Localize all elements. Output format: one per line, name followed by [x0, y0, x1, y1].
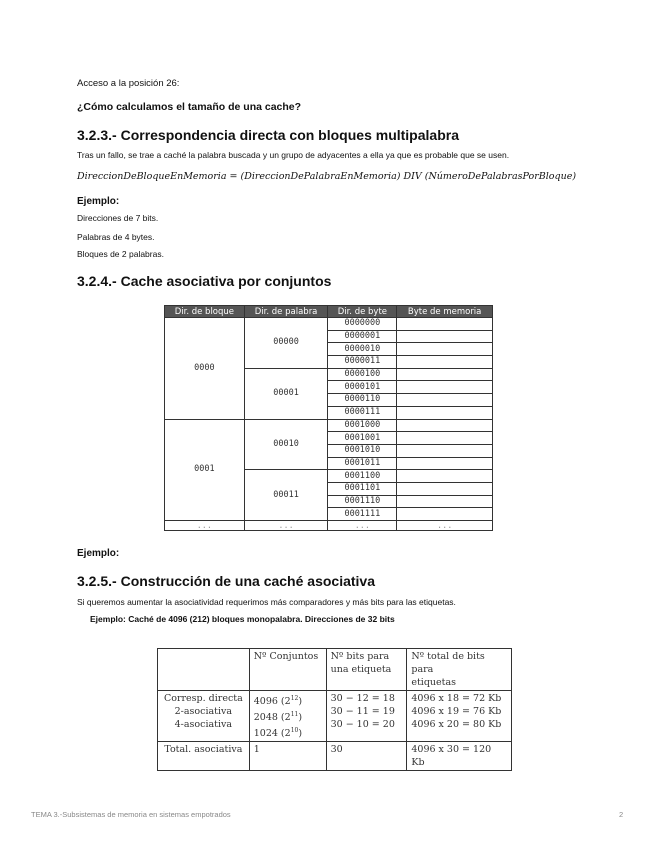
byte-cell: 0001111 [328, 508, 397, 521]
header-memory-byte: Byte de memoria [397, 306, 493, 318]
section-3-2-4-title: 3.2.4.- Cache asociativa por conjuntos [77, 273, 332, 289]
byte-cell: 0000110 [328, 394, 397, 407]
memory-cell [397, 330, 493, 343]
question-heading: ¿Cómo calculamos el tamaño de una cache? [77, 101, 302, 113]
sets-value: 1 [249, 742, 326, 771]
section-3-2-5-title: 3.2.5.- Construcción de una caché asociativa [77, 573, 375, 589]
row-label: Total. asociativa [158, 742, 250, 771]
byte-cell: 0001110 [328, 495, 397, 508]
byte-cell: 0000010 [328, 343, 397, 356]
memory-cell [397, 495, 493, 508]
memory-cell [397, 343, 493, 356]
row-label: Corresp. directa 2-asociativa 4-asociativa [158, 691, 250, 742]
header-tag-bits: Nº bits para una etiqueta [326, 649, 407, 691]
byte-cell: 0000100 [328, 368, 397, 381]
memory-cell [397, 368, 493, 381]
ellipsis-cell: ... [328, 521, 397, 531]
example-label-1: Ejemplo: [77, 196, 120, 207]
header-byte-address: Dir. de byte [328, 306, 397, 318]
section-3-2-5-text: Si queremos aumentar la asociatividad requerimos más comparadores y más bits para las etiquetas. [77, 597, 456, 607]
header-total-bits: Nº total de bits para etiquetas [407, 649, 512, 691]
memory-cell [397, 419, 493, 432]
footer-text: TEMA 3.-Subsistemas de memoria en sistemas empotrados [31, 810, 231, 819]
page-number: 2 [619, 810, 624, 819]
byte-cell: 0001000 [328, 419, 397, 432]
ellipsis-cell: ... [165, 521, 245, 531]
section-3-2-3-title: 3.2.3.- Correspondencia directa con bloques multipalabra [77, 127, 459, 143]
tag-bits-values: 30 − 12 = 18 30 − 11 = 19 30 − 10 = 20 [326, 691, 407, 742]
total-bits-value: 4096 x 30 = 120 Kb [407, 742, 512, 771]
memory-cell [397, 432, 493, 445]
byte-cell: 0000111 [328, 406, 397, 419]
intro-line: Acceso a la posición 26: [77, 78, 180, 89]
memory-cell [397, 470, 493, 483]
word-cell: 00000 [244, 318, 328, 369]
byte-cell: 0000011 [328, 356, 397, 369]
word-cell: 00001 [244, 368, 328, 419]
ellipsis-cell: ... [244, 521, 328, 531]
example-label-2: Ejemplo: [77, 548, 120, 559]
memory-cell [397, 444, 493, 457]
word-cell: 00010 [244, 419, 328, 470]
block-address-formula: DireccionDeBloqueEnMemoria = (DireccionDePalabraEnMemoria) DIV (NúmeroDePalabrasPorBloque) [77, 171, 577, 182]
example-line: Direcciones de 7 bits. [77, 213, 159, 223]
byte-cell: 0001100 [328, 470, 397, 483]
byte-cell: 0000001 [328, 330, 397, 343]
memory-cell [397, 457, 493, 470]
byte-cell: 0001001 [328, 432, 397, 445]
memory-cell [397, 394, 493, 407]
total-bits-values: 4096 x 18 = 72 Kb 4096 x 19 = 76 Kb 4096 x 20 = 80 Kb [407, 691, 512, 742]
sets-values: 4096 $(2^{12})$ 2048 $(2^{11})$ 1024 $(2^{10})$ [249, 691, 326, 742]
example-line: Palabras de 4 bytes. [77, 232, 155, 242]
example-line: Bloques de 2 palabras. [77, 249, 164, 259]
memory-cell [397, 482, 493, 495]
section-3-2-3-text: Tras un fallo, se trae a caché la palabra buscada y un grupo de adyacentes a ella ya que es probable que se usen. [77, 150, 510, 160]
section-3-2-5-example: Ejemplo: Caché de 4096 (212) bloques monopalabra. Direcciones de 32 bits [90, 614, 395, 624]
memory-cell [397, 356, 493, 369]
header-word-address: Dir. de palabra [244, 306, 328, 318]
byte-cell: 0000101 [328, 381, 397, 394]
byte-cell: 0000000 [328, 318, 397, 331]
memory-cell [397, 406, 493, 419]
associativity-table [157, 648, 512, 771]
byte-cell: 0001010 [328, 444, 397, 457]
block-cell: 0001 [165, 419, 245, 521]
header-sets: Nº Conjuntos [249, 649, 326, 691]
byte-cell: 0001101 [328, 482, 397, 495]
header-block-address: Dir. de bloque [165, 306, 245, 318]
memory-address-table [164, 305, 493, 531]
memory-cell [397, 508, 493, 521]
ellipsis-cell: ... [397, 521, 493, 531]
memory-cell [397, 318, 493, 331]
byte-cell: 0001011 [328, 457, 397, 470]
memory-cell [397, 381, 493, 394]
tag-bits-value: 30 [326, 742, 407, 771]
block-cell: 0000 [165, 318, 245, 420]
empty-header-cell [158, 649, 250, 691]
word-cell: 00011 [244, 470, 328, 521]
